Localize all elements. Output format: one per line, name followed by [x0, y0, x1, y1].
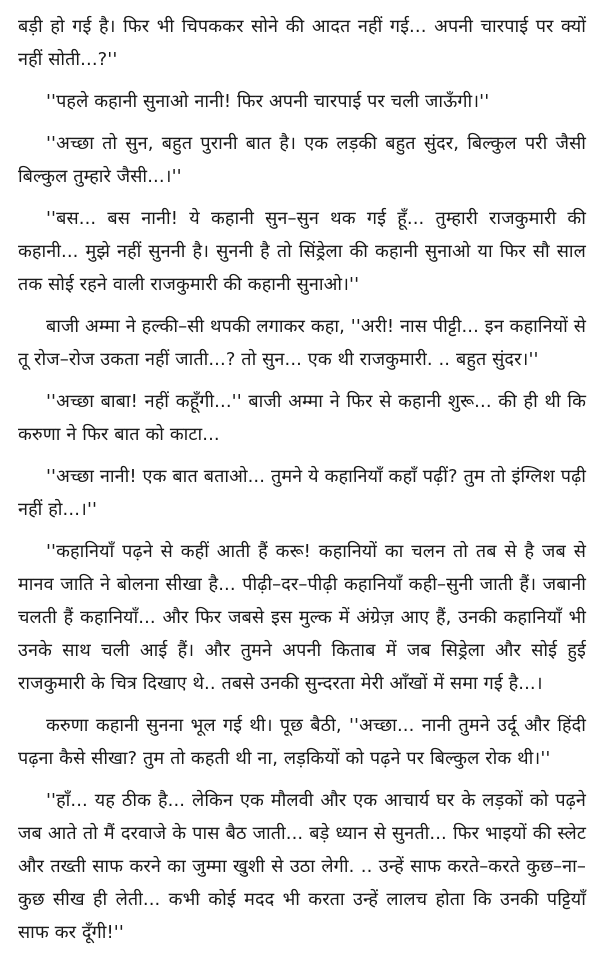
paragraph-7: ''अच्छा नानी! एक बात बताओ... तुमने ये कहानियाँ कहाँ पढ़ीं? तुम तो इंग्लिश पढ़ी नहीं हो...।'' — [18, 466, 586, 520]
paragraph-10: ''हाँ... यह ठीक है... लेकिन एक मौलवी और एक आचार्य घर के लड़कों को पढ़ने जब आते तो मैं दरवाजे के पास बैठ जाती... बड़े ध्यान से सुनती... फिर भाइयों की स्लेट और तख्ती साफ करने का जुम्मा खुशी से उठा लेगी. .. उन्हें साफ करते–करते कुछ–ना–कुछ सीख ही लेती... कभी कोई मदद भी करता उन्हें लालच होता कि उनकी पट्टियाँ साफ कर दूँगी!'' — [18, 790, 586, 943]
paragraph-3: ''अच्छा तो सुन, बहुत पुरानी बात है। एक लड़की बहुत सुंदर, बिल्कुल परी जैसी बिल्कुल तुम्हारे जैसी...।'' — [18, 133, 586, 187]
paragraph-1: बड़ी हो गई है। फिर भी चिपककर सोने की आदत नहीं गई... अपनी चारपाई पर क्यों नहीं सोती...?'' — [18, 16, 586, 70]
paragraph-4: ''बस... बस नानी! ये कहानी सुन–सुन थक गई हूँ... तुम्हारी राजकुमारी की कहानी... मुझे नहीं सुननी है। सुननी है तो सिंड्रेला की कहानी सुनाओ या फिर सौ साल तक सोई रहने वाली राजकुमारी की कहानी सुनाओ।'' — [18, 208, 586, 295]
paragraph-8: ''कहानियाँ पढ़ने से कहीं आती हैं करू! कहानियों का चलन तो तब से है जब से मानव जाति ने बोलना सीखा है... पीढ़ी–दर–पीढ़ी कहानियाँ कही–सुनी जाती हैं। जबानी चलती हैं कहानियाँ... और फिर जबसे इस मुल्क में अंग्रेज़ आए हैं, उनकी कहानियाँ भी उनके साथ चली आई हैं। और तुमने अपनी किताब में जब सिड्रेला और सोई हुई राजकुमारी के चित्र दिखाए थे.. तबसे उनकी सुन्दरता मेरी आँखों में समा गई है...। — [18, 541, 586, 694]
paragraph-6: ''अच्छा बाबा! नहीं कहूँगी...'' बाजी अम्मा ने फिर से कहानी शुरू... की ही थी कि करुणा ने फिर बात को काटा... — [18, 391, 586, 445]
paragraph-5: बाजी अम्मा ने हल्की–सी थपकी लगाकर कहा, ''अरी! नास पीट्टी... इन कहानियों से तू रोज–रोज उकता नहीं जाती...? तो सुन... एक थी राजकुमारी. .. बहुत सुंदर।'' — [18, 316, 586, 370]
paragraph-2: ''पहले कहानी सुनाओ नानी! फिर अपनी चारपाई पर चली जाऊँगी।'' — [46, 91, 490, 112]
paragraph-9: करुणा कहानी सुनना भूल गई थी। पूछ बैठी, ''अच्छा... नानी तुमने उर्दू और हिंदी पढ़ना कैसे सीखा? तुम तो कहती थी ना, लड़कियों को पढ़ने पर बिल्कुल रोक थी।'' — [18, 715, 586, 769]
